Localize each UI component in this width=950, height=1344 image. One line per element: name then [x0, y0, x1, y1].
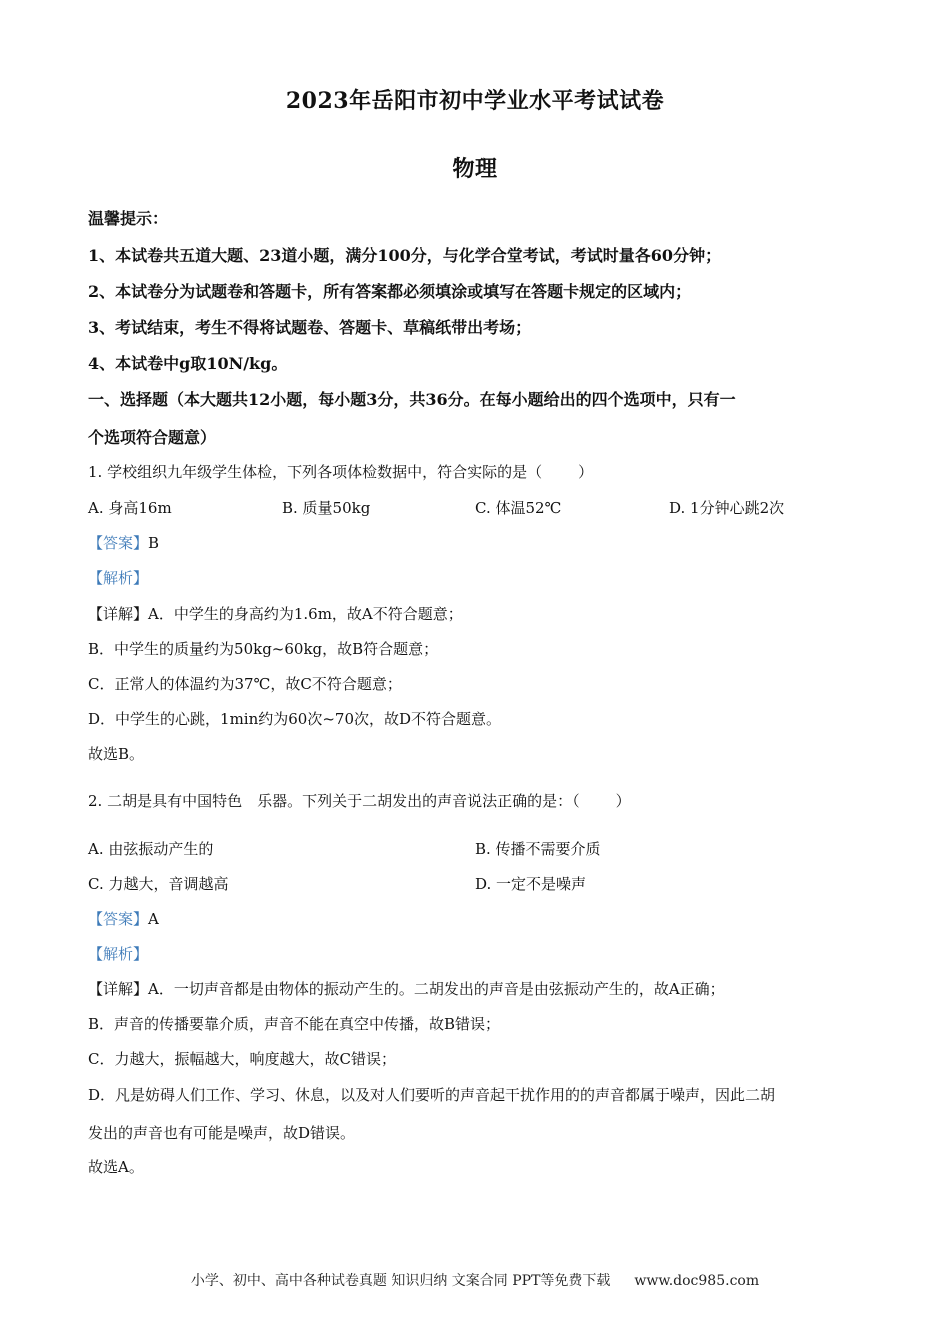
question-1-analysis-label: 【解析】	[88, 569, 149, 587]
question-2-option-c: C. 力越大，音调越高	[88, 875, 229, 893]
exam-title: 2023年岳阳市初中学业水平考试试卷	[285, 88, 665, 114]
question-1-option-b: B. 质量50kg	[282, 499, 371, 517]
question-2-option-a: A. 由弦振动产生的	[88, 840, 214, 858]
subject-title: 物理	[452, 156, 498, 182]
question-2-option-d: D. 一定不是噪声	[475, 875, 587, 893]
question-2-detail-1	[88, 978, 725, 999]
notice-item-2: 2、本试卷分为试题卷和答题卡，所有答案都必须填涂或填写在答题卡规定的区域内；	[88, 282, 692, 301]
notice-item-3: 3、考试结束，考生不得将试题卷、答题卡、草稿纸带出考场；	[88, 318, 532, 337]
question-stem-close: ）	[578, 463, 594, 481]
notice-item-1: 1、本试卷共五道大题、23道小题，满分100分，与化学合堂考试，考试时量各60分钟；	[88, 246, 722, 265]
notice-heading: 温馨提示：	[88, 209, 169, 228]
question-2-detail-3: C．力越大，振幅越大，响度越大，故C错误；	[88, 1050, 396, 1068]
answer-value: B	[148, 534, 160, 552]
question-2-detail-4: D．凡是妨碍人们工作、学习、休息，以及对人们要听的声音起干扰作用的的声音都属于噪声，因此二胡	[88, 1086, 776, 1104]
question-1-option-a: A. 身高16m	[88, 499, 172, 517]
question-1-option-d: D. 1分钟心跳2次	[669, 499, 785, 517]
page-footer	[0, 1270, 950, 1290]
question-1-detail-2: B．中学生的质量约为50kg~60kg，故B符合题意；	[88, 640, 439, 658]
question-1-answer	[88, 532, 159, 553]
answer-label: 【答案】	[88, 534, 149, 552]
footer-text: 小学、初中、高中各种试卷真题 知识归纳 文案合同 PPT等免费下载	[190, 1273, 611, 1289]
detail-text: A．中学生的身高约为1.6m，故A不符合题意；	[148, 605, 463, 623]
question-1-detail-4: D．中学生的心跳，1min约为60次~70次，故D不符合题意。	[88, 710, 502, 728]
question-2-analysis-label: 【解析】	[88, 945, 149, 963]
question-1-stem	[88, 461, 593, 482]
question-1-detail-1	[88, 603, 463, 624]
section-heading-line1: 一、选择题（本大题共12小题，每小题3分，共36分。在每小题给出的四个选项中，只有一	[88, 390, 736, 409]
question-stem-text: 2. 二胡是具有中国特色 乐器。下列关于二胡发出的声音说法正确的是：（	[88, 792, 580, 810]
detail-text: A．一切声音都是由物体的振动产生的。二胡发出的声音是由弦振动产生的，故A正确；	[148, 980, 725, 998]
detail-label: 【详解】	[88, 605, 149, 623]
question-2-option-b: B. 传播不需要介质	[475, 840, 601, 858]
footer-site-link[interactable]: www.doc985.com	[634, 1273, 760, 1289]
question-1-option-c: C. 体温52℃	[475, 499, 562, 517]
question-stem-text: 1. 学校组织九年级学生体检，下列各项体检数据中，符合实际的是（	[88, 463, 543, 481]
question-stem-close: ）	[615, 792, 631, 810]
detail-label: 【详解】	[88, 980, 149, 998]
question-2-answer	[88, 908, 159, 929]
answer-label: 【答案】	[88, 910, 149, 928]
answer-value: A	[148, 910, 159, 928]
question-2-detail-2: B．声音的传播要靠介质，声音不能在真空中传播，故B错误；	[88, 1015, 501, 1033]
section-heading-line2: 个选项符合题意）	[88, 428, 217, 447]
question-1-detail-3: C．正常人的体温约为37℃，故C不符合题意；	[88, 675, 402, 693]
question-2-conclusion: 故选A。	[88, 1158, 144, 1176]
notice-item-4: 4、本试卷中g取10N/kg。	[88, 354, 288, 373]
question-2-stem	[88, 790, 631, 811]
question-1-conclusion: 故选B。	[88, 745, 145, 763]
question-2-detail-5: 发出的声音也有可能是噪声，故D错误。	[88, 1124, 356, 1142]
